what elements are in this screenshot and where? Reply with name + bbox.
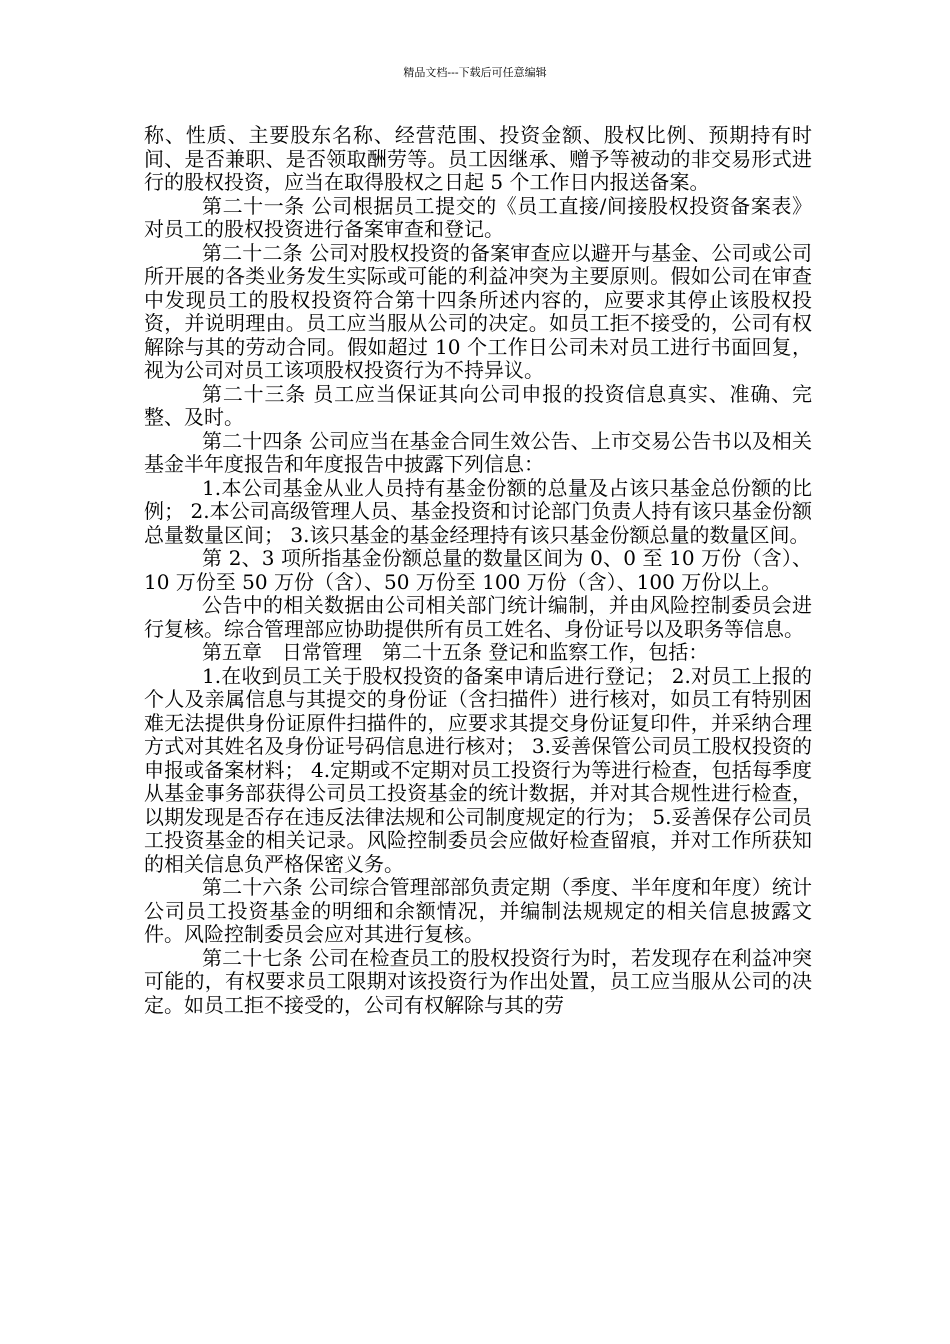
paragraph-monitoring-list: 1.在收到员工关于股权投资的备案申请后进行登记； 2.对员工上报的个人及亲属信息与其提交的身份证（含扫描件）进行核对，如员工有特别困难无法提供身份证原件扫描件的，应要求其提交身份证复印件，并采纳合理方式对其姓名及身份证号码信息进行核对； 3.妥善保管公司员工股权投资的申报或备案材料； 4.定期或不定期对员工投资行为等进行检查，包括每季度从基金事务部获得公司员工投资基金的统计数据，并对其合规性进行检查，以期发现是否存在违反法律法规和公司制度规定的行为； 5.妥善保存公司员工投资基金的相关记录。风险控制委员会应做好检查留痕，并对工作所获知的相关信息负严格保密义务。 [144, 663, 812, 876]
paragraph-article-22: 第二十二条 公司对股权投资的备案审查应以避开与基金、公司或公司所开展的各类业务发生实际或可能的利益冲突为主要原则。假如公司在审查中发现员工的股权投资符合第十四条所述内容的，应要求其停止该股权投资，并说明理由。员工应当服从公司的决定。如员工拒不接受的，公司有权解除与其的劳动合同。假如超过 10 个工作日公司未对员工进行书面回复，视为公司对员工该项股权投资行为不持异议。 [144, 240, 812, 382]
paragraph-review: 公告中的相关数据由公司相关部门统计编制，并由风险控制委员会进行复核。综合管理部应协助提供所有员工姓名、身份证号以及职务等信息。 [144, 593, 812, 641]
paragraph-article-24: 第二十四条 公司应当在基金合同生效公告、上市交易公告书以及相关基金半年度报告和年度报告中披露下列信息： [144, 428, 812, 476]
paragraph-quantity-ranges: 第 2、3 项所指基金份额总量的数量区间为 0、0 至 10 万份（含）、10 万份至 50 万份（含）、50 万份至 100 万份（含）、100 万份以上。 [144, 546, 812, 594]
paragraph-continuation: 称、性质、主要股东名称、经营范围、投资金额、股权比例、预期持有时间、是否兼职、是否领取酬劳等。员工因继承、赠予等被动的非交易形式进行的股权投资，应当在取得股权之日起 5 个工作日内报送备案。 [144, 123, 812, 194]
document-body [144, 124, 812, 1017]
paragraph-article-21: 第二十一条 公司根据员工提交的《员工直接/间接股权投资备案表》对员工的股权投资进行备案审查和登记。 [144, 193, 812, 241]
paragraph-disclosure-list: 1.本公司基金从业人员持有基金份额的总量及占该只基金总份额的比例； 2.本公司高级管理人员、基金投资和讨论部门负责人持有该只基金份额总量数量区间； 3.该只基金的基金经理持有该只基金份额总量的数量区间。 [144, 475, 812, 547]
paragraph-article-26: 第二十六条 公司综合管理部部负责定期（季度、半年度和年度）统计公司员工投资基金的明细和余额情况，并编制法规规定的相关信息披露文件。风险控制委员会应对其进行复核。 [144, 875, 812, 946]
paragraph-article-27: 第二十七条 公司在检查员工的股权投资行为时，若发现存在利益冲突可能的，有权要求员工限期对该投资行为作出处置，员工应当服从公司的决定。如员工拒不接受的，公司有权解除与其的劳 [144, 945, 812, 1017]
paragraph-article-23: 第二十三条 员工应当保证其向公司申报的投资信息真实、准确、完整、及时。 [144, 381, 812, 429]
page-header: 精品文档---下载后可任意编辑 [403, 66, 547, 79]
paragraph-chapter-5: 第五章 日常管理 第二十五条 登记和监察工作，包括： [202, 640, 709, 664]
